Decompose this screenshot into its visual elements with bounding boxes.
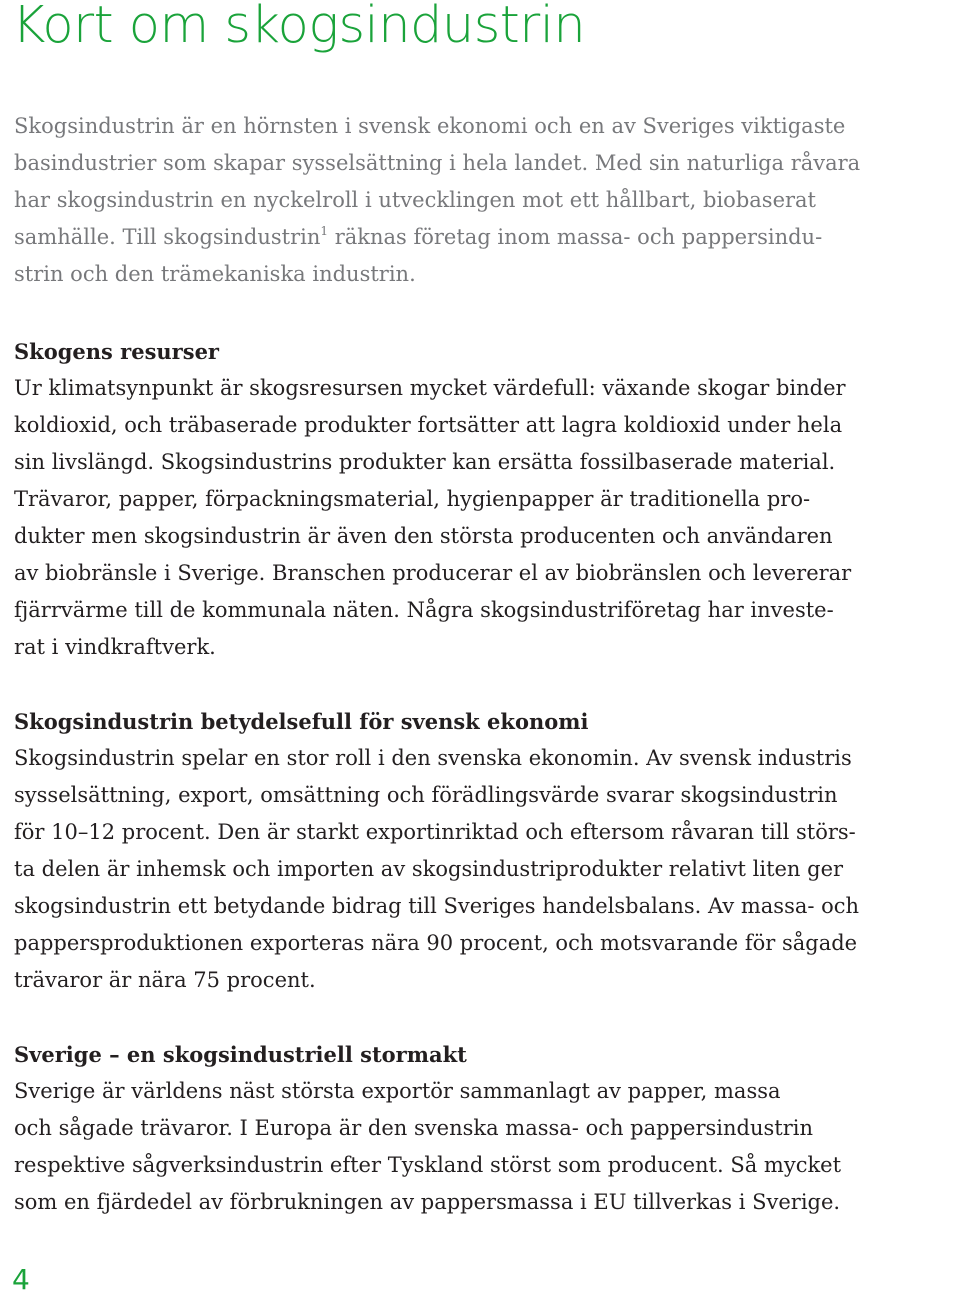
paragraph-line: sysselsättning, export, omsättning och förädlingsvärde svarar skogsindustrin [14,783,838,807]
paragraph-line: dukter men skogsindustrin är även den största producenten och användaren [14,524,833,548]
paragraph-line: av biobränsle i Sverige. Branschen producerar el av biobränslen och levererar [14,561,852,585]
paragraph-line: Sverige är världens näst största exportör sammanlagt av papper, massa [14,1079,781,1103]
section-heading: Sverige – en skogsindustriell stormakt [14,1042,467,1067]
intro-line: basindustrier som skapar sysselsättning i hela landet. Med sin naturliga råvara [14,151,861,175]
paragraph-line: som en fjärdedel av förbrukningen av pappersmassa i EU tillverkas i Sverige. [14,1190,841,1214]
footnote-marker[interactable]: 1 [320,224,329,238]
paragraph-line: ta delen är inhemsk och importen av skogsindustriprodukter relativt liten ger [14,857,844,881]
intro-line: strin och den trämekaniska industrin. [14,262,416,286]
intro-paragraph [14,108,954,293]
intro-line-start: samhälle. Till skogsindustrin [14,225,321,249]
paragraph-line: Ur klimatsynpunkt är skogsresursen mycket värdefull: växande skogar binder [14,376,846,400]
paragraph-line: rat i vindkraftverk. [14,635,216,659]
page-number: 4 [12,1263,30,1296]
paragraph-line: Skogsindustrin spelar en stor roll i den svenska ekonomin. Av svensk industris [14,746,852,770]
paragraph-line: Trävaror, papper, förpackningsmaterial, hygienpapper är traditionella pro- [14,487,811,511]
paragraph-line: koldioxid, och träbaserade produkter fortsätter att lagra koldioxid under hela [14,413,843,437]
section-svensk-ekonomi [14,703,954,999]
intro-line [14,219,954,256]
paragraph-line: respektive sågverksindustrin efter Tyskland störst som producent. Så mycket [14,1153,842,1177]
intro-line: har skogsindustrin en nyckelroll i utvecklingen mot ett hållbart, biobaserat [14,188,816,212]
page-title: Kort om skogsindustrin [12,0,586,55]
paragraph-line: trävaror är nära 75 procent. [14,968,316,992]
section-skogsindustriell-stormakt [14,1036,954,1221]
article-body [14,108,954,1221]
paragraph-line: skogsindustrin ett betydande bidrag till Sveriges handelsbalans. Av massa- och [14,894,860,918]
section-skogens-resurser [14,333,954,666]
paragraph-line: sin livslängd. Skogsindustrins produkter kan ersätta fossilbaserade material. [14,450,836,474]
section-heading: Skogens resurser [14,339,219,364]
intro-line: Skogsindustrin är en hörnsten i svensk ekonomi och en av Sveriges viktigaste [14,114,846,138]
paragraph-line: och sågade trävaror. I Europa är den svenska massa- och pappersindustrin [14,1116,813,1140]
section-heading: Skogsindustrin betydelsefull för svensk ekonomi [14,709,589,734]
paragraph-line: för 10–12 procent. Den är starkt exportinriktad och eftersom råvaran till störs- [14,820,856,844]
paragraph-line: fjärrvärme till de kommunala näten. Några skogsindustriföretag har investe- [14,598,834,622]
paragraph-line: pappersproduktionen exporteras nära 90 procent, och motsvarande för sågade [14,931,858,955]
intro-line-end: räknas företag inom massa- och pappersindu- [328,225,823,249]
